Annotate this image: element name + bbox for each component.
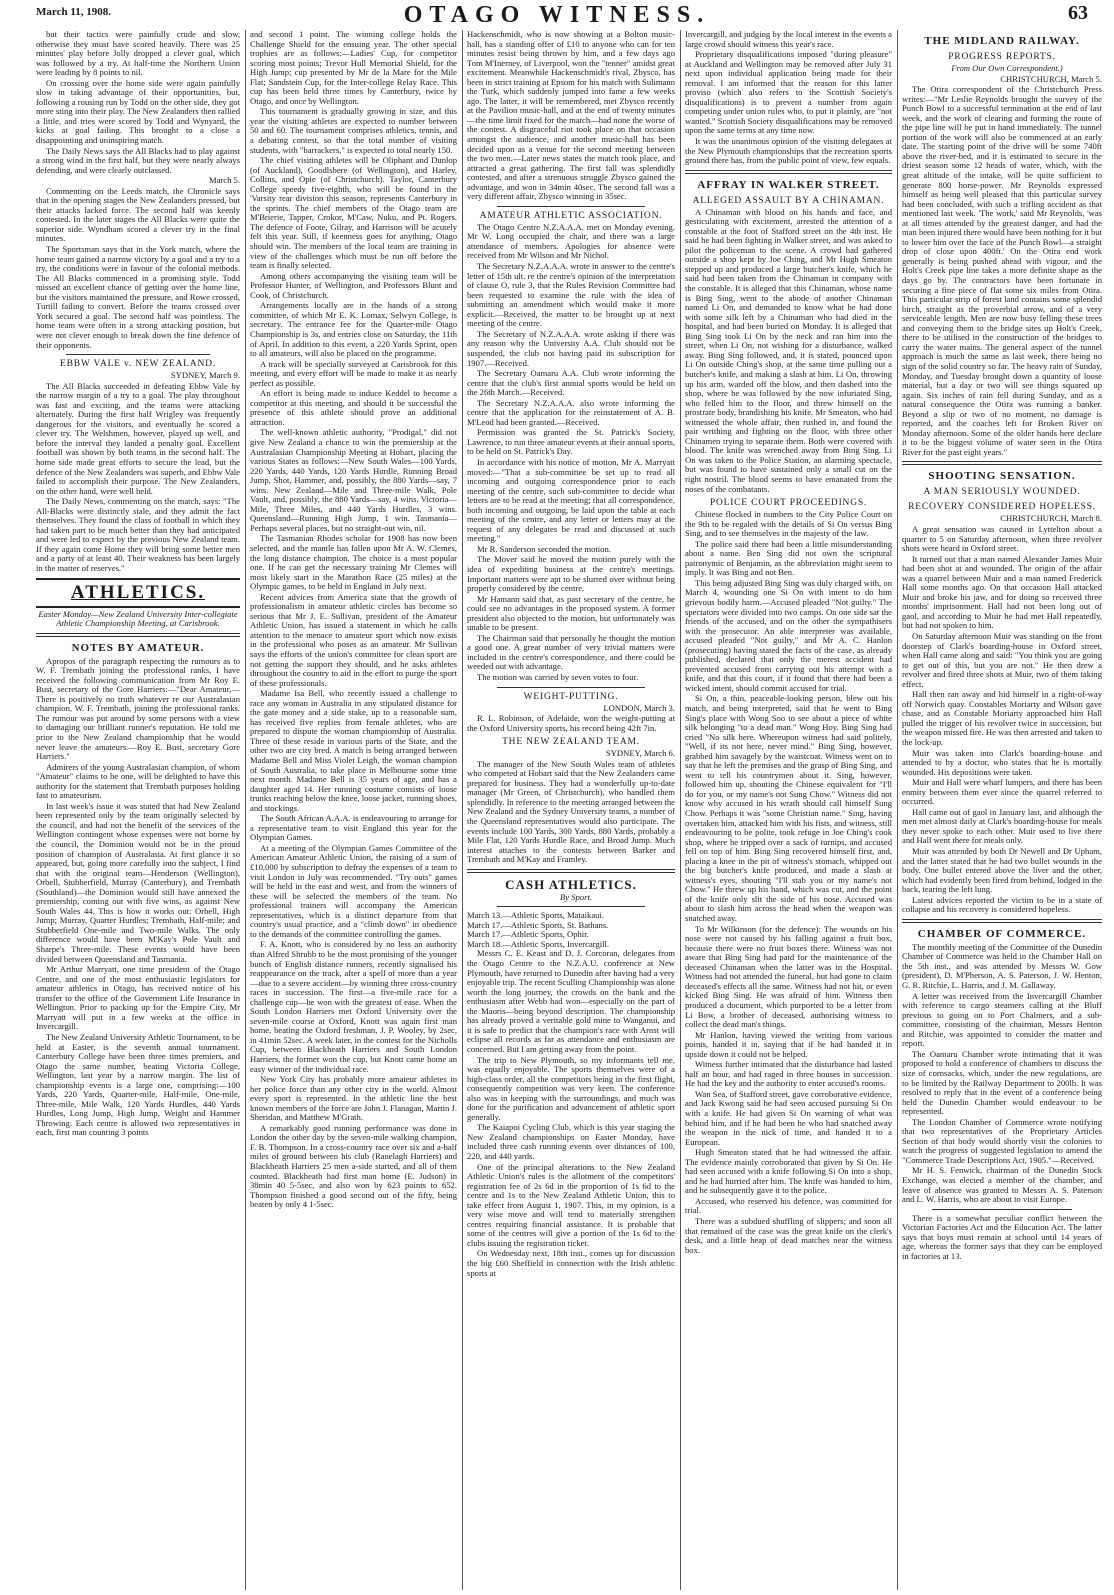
paragraph: A Chinaman with blood on his hands and face, and gesticulating with excitement, arrested the attention of a constable at the foot of Stafford street on the 4th inst. He said he had been fighting in Walker street, and was asked to pilot the policeman to the scene. A crowd had gathered outside a shop kept by Joe Ching, and Mr Hugh Smeaton stepped up and produced a large butcher's knife, which he said had been taken from the Chinaman in company with the constable. It is alleged that this Chinaman, whose name is Bing Sing, went to the abode of another Chinaman named Li On, and demanded to know what he had done with some silk left by a Chinaman who had died in the hospital, and had been buried on Monday. It is alleged that Bing Sing took Li On by the neck and ran him into the street, when Li On, not wishing for a disturbance, walked away. Bing Sing followed, and, it is stated, pounced upon Li On outside Ching's shop, at the same time pulling out a butcher's knife, and making a slash at him. Li On, throwing up his arm, warded off the blow, and then dashed into the shop, where he was followed by the now infuriated Sing, who felled him to the floor, and threw himself on the prostrate body, brandishing his knife. Mr Smeaton, who had witnessed the whole affair, then rushed in, and found the pair writhing and fighting on the floor, with three other Chinamen trying to separate them. Both were covered with blood. The knife was wrenched away from Bing Sing. Li On was taken to the Police Station, an alarming spectacle, but was found to have sustained only a small cut on the right nostril. The blood seems to have emanated from the noses of the combatants. — [685, 206, 892, 494]
separator — [497, 687, 645, 688]
byline: From Our Own Correspondent.) — [951, 63, 1063, 73]
paragraph: Permission was granted the St. Patrick's Society, Lawrence, to run three amateur events at their annual sports, to be held on St. Patrick's Day. — [467, 427, 675, 457]
paragraph: Apropos of the paragraph respecting the rumours as to W. F. Trembath joining the professional ranks, I have received the following communication from Mr Roy E. Bust, secretary of the Gore Harriers:—"Dear Amateur,—There is positively no truth whatever re our Australasian champion, W. F. Trembath, joining the professional ranks. The rumour was put around by some persons with a view to damaging our brilliant runner's reputation. He told me prior to the New Zealand championship that he would never leave the amateurs.—Roy E. Bust, secretary Gore Harriers." — [36, 655, 240, 762]
paragraph: Muir and Hall were wharf lumpers, and there has been enmity between them ever since the quarrel referred to occurred. — [902, 777, 1102, 807]
dateline: CHRISTCHURCH, March 8. — [1000, 513, 1102, 524]
paragraph: Admirers of the young Australasian champion, of whom "Amateur" claims to be one, will be delighted to have this authority for the statement that Trembath purposes holding fast to amateurism. — [36, 761, 240, 801]
paragraph: Among others accompanying the visiting team will be Professor Hunter, of Wellington, and Professors Blunt and Cook, of Christchurch. — [250, 270, 457, 300]
paragraph: To Mr Wilkinson (for the defence): The wounds on his nose were not caused by his falling against a fruit box, because there were no fruit boxes there. Witness was not aware that Bing Sing had paid for the maintenance of the deceased Chinaman when the latter was in the Hospital. Witness had not attended the funeral, but had gone to claim deceased's effects all the same. Witness had not hit, or even kicked Bing Sing. He was afraid of him. Witness then produced a document, which purported to be a letter from Li Bow, a brother of deceased, authorising witness to collect the dead man's things. — [685, 923, 892, 1030]
article-heading: WEIGHT-PUTTING. — [523, 691, 619, 702]
section-heading: ATHLETICS. — [36, 578, 240, 608]
paragraph: Muir was taken into Clark's boarding-house and attended to by a doctor, who states that he is mortally wounded. His depositions were taken. — [902, 747, 1102, 777]
article-heading: CASH ATHLETICS. — [505, 876, 637, 892]
paragraph: A letter was received from the Invercargill Chamber with reference to cargo steamers calling at the Bluff previous to going on to Port Chalmers, and a sub-committee, consisting of the chairman, Messrs Henton and Ritchie, was appointed to consider the matter and report. — [902, 990, 1102, 1049]
paragraph: An effort is being made to induce Keddel to become a competitor at this meeting, and should it be successful the presence of this athlete should prove an additional attraction. — [250, 388, 457, 427]
separator — [467, 869, 675, 873]
paragraph: The well-known athletic authority, "Prodigal," did not give New Zealand a chance to win the premiership at the Australasian Championship Meeting at Hobart, placing the various States as follows:—New South Wales—100 Yards, 220 Yards, 440 Yards, 120 Yards Hurdle, Running Broad Jump, Shot, Hammer, and, possibly, the 880 Yards—say, 7 wins. New Zealand—Mile and Three-mile Walk, Pole Vault, and, possibly, the 880 Yards—say, 4 wins. Victoria—Mile, Three Miles, and 440 Yards Hurdles, 3 wins. Queensland—Running High Jump, 1 win. Tasmania—Perhaps several places, but no straight-out win, nil. — [250, 427, 457, 533]
article-subheading: RECOVERY CONSIDERED HOPELESS. — [908, 502, 1096, 513]
article-heading: NOTES BY AMATEUR. — [71, 641, 205, 654]
paragraph: Mr R. Sanderson seconded the motion. — [477, 543, 611, 554]
dateline: March 5. — [208, 175, 240, 186]
paragraph: Proprietary disqualifications imposed "during pleasure" at Auckland and Wellington may be removed after July 31 next upon individual application being made for their removal. I am informed that the reason for this latter proviso (which also refers to the Scottish Society's disqualifications) is to prevent a number from again competing under union rules who, to put it plainly, are "not wanted." Scottish Society disqualifications may be removed upon the same terms at any time now. — [685, 49, 892, 136]
fixture-item: March 13.—Athletic Sports, Mataikaui. — [467, 910, 604, 921]
paragraph: The New Zealand University Athletic Tournament, to be held at Easter, is the seventh annual tournament. Canterbury College have been three times premiers, and Otago the same number, beating Victoria College, Wellington, last year by a narrow margin. The list of championship events is a large one, comprising:—100 Yards, 220 Yards, Quarter-mile, Half-mile, One-mile, Three-mile, Mile Walk, 120 Yards Hurdles, 440 Yards Hurdles, Long Jump, High Jump, Weight and Hammer Throwing. Each centre is allowed two representatives in each, first man counting 3 points — [36, 1031, 240, 1138]
issue-date: March 11, 1908. — [36, 6, 111, 18]
paragraph: Recent advices from America state that the growth of professionalism in amateur athletic circles has become so serious that Mr J. E. Sullivan, president of the Amateur Athletic Union, has issued a statement in which he calls attention to the menace to amateur sport which now exists in the professional who poses as an amateur. Mr Sullivan says the efforts of the union's committee for clean sport are not getting the support they should, and he asks athletes throughout the country to aid in the effort to purge the sport of these professionals. — [250, 591, 457, 688]
paragraph: It turned out that a man named Alexander James Muir had been shot at and wounded. The origin of the affair was a quarrel between Muir and a man named Frederick Hall some months ago. On that occasion Hall attacked Muir and broke his jaw, and for doing so received three months' imprisonment. Hall had not been long out of gaol, and according to Muir he had met Hall repeatedly, but had not spoken to him. — [902, 553, 1102, 631]
paragraph: It was the unanimous opinion of the visiting delegates at the New Plymouth championships that the recreation sports ground there has, from the public point of view, few equals. — [685, 136, 892, 166]
paragraph: A remarkably good running performance was done in London the other day by the seven-mile walking champion, F. B. Thompson. In a cross-country race over six and a-half miles of ground between his club (Ranelagh Harriers) and Blackheath Harriers 25 men a-side started, and all of them counted. Blackheath had first man home (E. Judson) in 38min 40 5-5sec, and also won by 623 points to 652. Thompson finished a good second out of the fifty, being beaten by only 4 1-5sec. — [250, 1122, 457, 1210]
paragraph: Hackenschmidt, who is now showing at a Bolton music-hall, has a standing offer of £10 to anyone who can for ten minutes resist being thrown by him, and a few days ago Tom M'Inerney, of Liverpool, won the "tenner" amidst great excitement. Meanwhile Hackenschmidt's rival, Zbysco, has been in strict training at Epsom for his match with Sulimann the Turk, which suddenly jumped into fame a few weeks ago. The latter, it will be remembered, met Zbysco recently at the Pavilion music-hall, and at the end of twenty minutes—the time limit fixed for the match—had none the worse of the contest. A disgraceful riot took place on that occasion amongst the audience, and another music-hall has been decided upon as a venue for the second meeting between the two men.—Later news states the match took place, and attracted a great gathering. The first fall was splendidly contested, and after a strenuous struggle Zbysco gained the advantage, and won in 34min 40sec. The second fall was a very different affair, Zbysco winning in 35sec. — [467, 30, 675, 202]
dateline: SYDNEY, March 6. — [605, 748, 675, 759]
fixture-item: March 17.—Athletic Sports, St. Bathans. — [467, 919, 609, 930]
paragraph: Muir was attended by both Dr Newell and Dr Upham, and the latter stated that he had two bullet wounds in the body. One bullet entered above the liver and the other, which had evidently been fired from behind, lodged in the back, tearing the left lung. — [902, 846, 1102, 895]
paragraph: Latest advices reported the victim to be in a state of collapse and his recovery is considered hopeless. — [902, 894, 1102, 915]
paragraph: The Daily News says the All Blacks had to play against a strong wind in the first half, but they were nearly always defending, and were clearly outclassed. — [36, 145, 240, 175]
separator — [902, 461, 1102, 465]
page-number: 63 — [1068, 2, 1088, 24]
article-heading: AMATEUR ATHLETIC ASSOCIATION. — [479, 210, 663, 221]
column-rule — [462, 30, 463, 1590]
paragraph: There is a somewhat peculiar conflict between the Victorian Factories Act and the Education Act. The latter says that boys must remain at school until 14 years of age, whereas the former says that they can be employed in factories at 13. — [902, 1212, 1102, 1261]
paragraph: There was a subdued shuffling of slippers; and soon all that remained of the case was the great knife on the clerk's desk, and a little heap of dead matches near the witness box. — [685, 1215, 892, 1255]
paragraph: Commenting on the Leeds match, the Chronicle says that in the opening stages the New Zealanders pressed, but their attacks lacked force. The second half was keenly contested. In the later stages the All Blacks were quite the superior side. Wyndham scored a clever try in the final minutes. — [36, 185, 240, 244]
paragraph: This being adjusted Bing Sing was duly charged with, on March 4, wounding one Si On with intent to do him grievous bodily harm.—Accused pleaded "Not guilty." The spectators were divided into two camps. On one side sat the friends of the accused, and on the other the sympathisers with the prosecutor. An able interpreter was available, accused pleaded "Not guilty," and Mr A. C. Hanlon (prosecuting) having stated the facts of the case, as already published, declared that only the merest accident had prevented accused from carrying out his attempt with a knife, and that this court, if it found that there had been a wicked intent, should commit accused for trial. — [685, 577, 892, 693]
paragraph: Arrangements locally are in the hands of a strong committee, of which Mr E. K. Lomax, Selwyn College, is secretary. The entrance fee for the Quarter-mile Otago Championship is 3s, and entries close on Saturday, the 11th of April. In addition to this event, a 220 Yards Sprint, open to all amateurs, will also be placed on the programme. — [250, 300, 457, 359]
paragraph: At a meeting of the Olympian Games Committee of the American Amateur Athletic Union, the raising of a sum of £10,000 by subscription to defray the expenses of a team to visit London in July was recommended. "Try outs" games will be held in the east and west, and from the winners of these will be selected the members of the team. No professional trainers will accompany the American representatives, which is a distinct departure from that country's usual practice, and a "climb down" in obedience to the demands of the committee controlling the games. — [250, 842, 457, 939]
paragraph: The South African A.A.A. is endeavouring to arrange for a representative team to visit England this year for the Olympian Games. — [250, 813, 457, 843]
dateline: LONDON, March 3. — [603, 702, 675, 713]
masthead — [0, 0, 1114, 30]
dateline: CHRISTCHURCH, March 5. — [1000, 73, 1102, 84]
fixture-item: March 17.—Athletic Sports, Ophir. — [467, 929, 589, 940]
article-heading: THE MIDLAND RAILWAY. — [924, 35, 1080, 47]
paragraph: In last week's issue it was stated that had New Zealand been represented only by the team originally selected by the council, and had not the benefit of the services of the Wellington contingent whose expenses were not borne by the council, the Dominion would not be in the proud position of champion of Australasia. At first glance it so appeared, but, going more carefully into the subject, I find that with the original team—Henderson (Wellington), Orbell, Stubberfield, Murray (Canterbury), and Trembath (Southland)—the Dominion would still have annexed the premiership, coming out with five wins, as against New South Wales 44. This is how it works out: Orbell, High Jump; Murray, Quarter Hurdles; Trembath, Half-mile; and Stubberfield One-mile and Two-mile Walks. The only difference would have been M'Kay's Pole Vault and Sharpe's Three-mile. These events would have been divided between Queensland and Tasmania. — [36, 800, 240, 964]
separator — [66, 354, 210, 355]
paragraph: The All Blacks succeeded in defeating Ebbw Vale by the narrow margin of a try to a goal. The play throughout was fast and exciting, and the teams were attacking alternately. During the first half Wrigley was frequently dangerous for the visitors, and eventually he scored a clever try. The Welshmen, however, played up well, and before the interval they landed a penalty goal. Excellent football was shown by both teams in the second half. The home side made great efforts to secure the lead, but the defence of the New Zealanders was superb, and Ebbw Vale failed to accomplish their purpose. The New Zealanders, on the other hand, were well held. — [36, 380, 240, 496]
paragraph: The monthly meeting of the Committee of the Dunedin Chamber of Commerce was held in the Chamber Hall on the 5th inst., and was attended by Messrs W. Gow (president), D. M'Pherson, A. S. Paterson, J. W. Henton, G. R. Ritchie, L. Harris, and J. M. Gallaway. — [902, 941, 1102, 991]
paragraph: On crossing over the home side were again painfully slow in taking advantage of their opportunities, but, following a rousing run by Todd on the other side, they got more sting into their play. The New Zealanders then rallied a little, and tries were scored by Todd and Wynyard, the kicks at goal failing. This brought to a close a disappointing and uninspiring match. — [36, 77, 240, 146]
column-5 — [902, 30, 1102, 1590]
column-rule — [245, 30, 246, 1590]
paragraph: The motion was carried by seven votes to four. — [477, 672, 639, 682]
separator — [36, 633, 240, 637]
paragraph: The Oamaru Chamber wrote intimating that it was proposed to hold a conference of chambers to discuss the size of cornsacks, which, under the new regulations, are to be limited by the Railway Department to 200lb. It was resolved to reply that in the event of a conference being held the Dunedin Chamber would endeavour to be represented. — [902, 1048, 1102, 1117]
paragraph: The Secretary Oamaru A.A. Club wrote informing the centre that the club's first annual sports would be held on the 26th March.—Received. — [467, 368, 675, 398]
newspaper-title: OTAGO WITNESS. — [403, 2, 711, 28]
separator — [902, 919, 1102, 923]
fixture-item: March 18.—Athletic Sports, Invercargill. — [467, 938, 610, 949]
paragraph: Mr H. S. Fenwick, chairman of the Dunedin Stock Exchange, was elected a member of the chamber, and leave of absence was granted to Messrs A. S. Paterson and L. W. Harris, who are about to visit Europe. — [902, 1165, 1102, 1205]
separator — [497, 906, 645, 907]
byline: By Sport. — [560, 891, 592, 902]
paragraph: The trip to New Plymouth, so my informants tell me, was equally enjoyable. The sports themselves were of a high-class order, all the competitors being in the first flight, consequently competition was very keen. The conference also was in keeping with the surroundings, and much was done for the purification and advancement of athletic sport generally. — [467, 1054, 675, 1122]
paragraph: Messrs C. E. Keast and D. J. Corcoran, delegates from the Otago Centre to the N.Z.A.U. conference at New Plymouth, have returned to Dunedin after having had a very enjoyable trip. The recent Sculling Championship was alone worth the long journey, the crowds on the bank and the enthusiasm after Webb had won—especially on the part of the Maoris—being beyond description. The championship has already proved a veritable gold mine to Wanganui, and it is safe to predict that the champion's race with Arnst will eclipse all records as far as attendance and enthusiasm are concerned. But I am getting away from the point. — [467, 948, 675, 1054]
paragraph: A great sensation was caused in Lyttelton about a quarter to 5 on Saturday afternoon, when three revolver shots were heard in Oxford street. — [902, 523, 1102, 554]
paragraph: Mr Hanlon, having viewed the writing from various points, handed it in, saying that if he had handed it in upside down it could not be helped. — [685, 1029, 892, 1059]
paragraph: Invercargill, and judging by the local interest in the events a large crowd should witness this year's race. — [685, 30, 892, 49]
paragraph: Wan Sea, of Stafford street, gave corroborative evidence, and Jack Kwong said he had seen accused pursuing Si On with a knife. He had given Si On warning of what was behind him, and if he had been he who had snatched away the weapon in the nick of time, and handed it to a European. — [685, 1088, 892, 1147]
paragraph: The Tasmanian Rhodes scholar for 1908 has now been selected, and the mantle has fallen upon Mr A. W. Clemes, the long distance champion. The choice is a most popular one. If he can get the necessary training Mr Clemes will most likely start in the Marathon Race (25 miles) at the Olympic games, to be held in England in July next. — [250, 533, 457, 592]
column-4 — [685, 30, 892, 1590]
paragraph: The Secretary N.Z.A.A.A. also wrote informing the centre that the application for the reinstatement of A. B. M'Leod had been granted.—Received. — [467, 397, 675, 427]
separator — [685, 170, 892, 174]
paragraph: The Otira correspondent of the Christchurch Press writes:—"Mr Leslie Reynolds brought the survey of the Punch Bowl to a successful termination at the end of last week, and the work of clearing and forming the route of the pipe line will be put in hand immediately. The tunnel portion of the work will also be commenced at an early date. The starting point of the drive will be some 740ft above the river-bed, and it is estimated to secure in the driest season some 12 heads of water, which, with the great altitude of the intake, will be quite sufficient to generate 800 horse-power. Mr Reynolds expressed himself as being well pleased that this particular survey had been concluded, with such a trifling accident as that mentioned last week. 'The work,' said Mr Reynolds, 'was at all times attended by the greatest danger, and had the man been injured there would have been nothing for it but to lower him over the face of the Punch Bowl—a straight drop of close upon 400ft.' On the Otira end work generally is being pushed ahead with vigour, and the Holt's Creek pipe line takes a more definite shape as the days go by. The contractors have been fortunate in securing a fine piece of flat some six miles from Otira. This particular strip of forest land contains some splendid birch, straight as the proverbial arrow, and of a very serviceable length. Men are now busy felling these trees and conveying them to the bridge sites up Holt's Creek, there to be utilised in the construction of the bridges to carry the water mains. The general aspect of the tunnel approach is much the same as last week, there being no sign of the solid country so far. The heavy rain of Sunday, Monday, and Tuesday brought down a quantity of loose material, but a day or two will see things squared up again. Six inches of rain fell during Sunday, and as a natural consequence the Otira was running a banker. Beyond a slip or two of no moment, no damage is reported, and the coaches left for Broken River on Monday afternoon. Some of the older hands here declare it to be the biggest volume of water seen in the Otira River for the past eight years." — [902, 84, 1102, 457]
paragraph: Madame Isa Bell, who recently issued a challenge to race any woman in Australia in any stipulated distance for the gate money and a side stake, up to a reasonable sum, has received five replies from female athletes, who are prepared to dispute the woman championship of Australia. Three of these reside in various parts of the State, and the other two are city bred. A match is being arranged between Madame Bell and Miss Violet Leigh, the woman champion of South Australia, to take place in Melbourne some time next month. Madame Bell is 35 years of age, and has a daughter aged 14. Her running costume consists of loose trunks reaching below the knee, loose jacket, running shoes, and stockings. — [250, 688, 457, 813]
article-subheading: PROGRESS REPORTS. — [948, 52, 1056, 62]
article-subheading: ALLEGED ASSAULT BY A CHINAMAN. — [692, 195, 885, 206]
paragraph: Mr Arthur Marryatt, one time president of the Otago Centre, and one of the most enthusiastic legislators for amateur athletics in Otago, has received notice of his transfer to the office of the Government Life Insurance in Wellington. Prior to packing up for the Empire City, Mr Marryatt will put in a few weeks at the office in Invercargill. — [36, 964, 240, 1032]
section-subheading: Easter Monday—New Zealand University Inter-collegiate Athletic Championship Meeting, at Carisbrook. — [38, 608, 238, 629]
paragraph: The Chairman said that personally he thought the motion a good one. A great number of very trivial matters were included in the centre's correspondence, and there could be weeded out with advantage. — [467, 632, 675, 672]
paragraph: R. L. Robinson, of Adelaide, won the weight-putting at the Oxford University sports, his record being 42ft 7in. — [467, 713, 675, 733]
paragraph: The chief visiting athletes will be Oliphant and Dunlop (of Auckland), Goodlsbere (of Wellington), and Harley, Collins, and Opie (of Christchurch). Taylor, Canterbury College speedy five-eighth, who will be found in the 'Varsity rear division this season, represents Canterbury in the sprints. The chief members of the Otago team are M'Brierie, Tapper, Crokor, M'Caw, Nuku, and Pt. Rogers. The defence of Foote, Gilray, and Harrison will be acutely felt this year. Still, if keenness goes for anything, Otago should win. The members of the local team are training in view of the challenges which must be run off before the team is finally selected. — [250, 155, 457, 271]
separator — [932, 1209, 1072, 1210]
column-3 — [467, 30, 675, 1590]
paragraph: In accordance with his notice of motion, Mr A. Marryatt moved:—"That a sub-committee be set up to read all incoming and outgoing correspondence prior to each meeting of the centre, such sub-committee to decide what letters are to be read at the meeting; that all correspondence, both incoming and outgoing, be laid upon the table at each meeting of the centre, and any letter or letters may at the request of any delegates be read and discussed at such meeting." — [467, 456, 675, 544]
paragraph: Accused, who reserved his defence, was committed for trial. — [685, 1195, 892, 1216]
paragraph: The Sportsman says that in the York match, where the home team gained a narrow victory by a goal and a try to a try, the conditions were in favour of the colonial methods. The All Blacks commenced in a promising style. Todd missed an excellent chance of getting over the home line, but the visitors maintained the pressure, and Rowe crossed, Turtill failing to convert. Before the teams crossed over York secured a goal. The second half was pointless. The home team were often in a strong attacking position, but were not clever enough to break down the fine defence of their opponents. — [36, 244, 240, 350]
article-heading: AFFRAY IN WALKER STREET. — [697, 178, 880, 191]
paragraph: The manager of the New South Wales team of athletes who competed at Hobart said that the New Zealanders came prepared for business. They had a wonderfully up-to-date manager (Mr Green, of Christchurch), who handled them splendidly. In reference to the meeting arranged between the New Zealand and the Sydney University teams, a number of the Queensland representatives would also participate. The events include 100 Yards, 300 Yards, 880 Yards, probably a Mile Flat, 120 Yards Hurdle Race, and Broad Jump. Much interest attaches to the contests between Barker and Trembath and M'Kay and Framley. — [467, 758, 675, 865]
paragraph: Si On, a thin, peaceable-looking person, blew out his match, and being interpreted, said that he went to Bing Sing's place with Wong Soo to see about a piece of white silk belonging "to a dead man." Wong Hoy. Bing Sing had cried "No silk here. Whereupon witness had said politely, "Well, if its not here, never mind." Bing Sing, however, grabbed him savagely by the waistcoat. Witness went on to say that he left the premises and the grasp of Bing Sing, and went to tell his countrymen about it. Sing, however, followed him up, shouting the Chinese equivalent for "I'll do for you, or my name's not Sung Chow." Witness did not know why accused in his wrath should call himself Sung Chow. Perhaps it was "some Christian name." Sing, having overtaken him, attacked him with his fists, and witness, still endeavouring to be polite, took refuge in Joe Ching's cook shop, where he tripped over a sack of turnips, and accused fell on top of him. Bing Sing recovered himself first, and, placing a knee in the pit of witness's stomach, whipped out the big butcher's knife produced, and made a slash at witness's eyes, shouting "I'll stab you or my name's not Chow." He threw up his hand, which was cut, and the point of the knife only slit the side of his nose. Accused was about to slash him across the head when the weapon was snatched away. — [685, 693, 892, 924]
paragraph: and second 1 point. The winning college holds the Challenge Shield for the ensuing year. The other special trophies are as follows:—Ladies' Cup, for competitor scoring most points; Trevor Hull Memorial Shield, for the High Jump; cup presented by Mr de la Mare for the Mile Flat; Sandstein Cup, for the Inter-college Relay Race. This cup has been held three times by Canterbury, twice by Otago, and once by Wellington. — [250, 30, 457, 106]
article-heading: CHAMBER OF COMMERCE. — [917, 927, 1087, 940]
dateline: SYDNEY, March 9. — [170, 370, 240, 381]
paragraph: The Mover said he moved the motion purely with the idea of expediting business at the centre's meetings. Important matters were apt to be slurred over without being properly considered by the centre. — [467, 554, 675, 594]
paragraph: Hall then ran away and hid himself in a right-of-way off Norwich quay. Constables Moriarty and Wilson gave chase, and as Constable Moriarty approached him Hall pulled the trigger of his revolver twice in succession, but the weapon missed fire. He was then arrested and taken to the lock-up. — [902, 689, 1102, 747]
column-1 — [36, 30, 240, 1590]
column-rule — [897, 30, 898, 1590]
paragraph: Hall came out of gaol in January last, and although the men met almost daily at Clark's boarding-house for meals they never spoke to each other. Muir used to live there and Hall went there for meals only. — [902, 806, 1102, 846]
paragraph: but their tactics were painfully crude and slow, otherwise they must have scored heavily. There was 25 minutes' play before Jolly dropped a clever goal, which was followed by a try. At half-time the Northern Union were leading by 8 points to nil. — [36, 30, 240, 78]
article-heading: THE NEW ZEALAND TEAM. — [502, 737, 640, 748]
article-subheading: POLICE COURT PROCEEDINGS. — [709, 498, 868, 509]
paragraph: The Daily News, commenting on the match, says: "The All-Blacks were distinctly stale, and they admit the fact themselves. They found the class of football in which they had taken part to be much better than they had anticipated and were led to expect by the previous New Zealand team. If they again come Home they will bring some better men and a party of at least 40. Their weakness has been largely in the matter of reserves." — [36, 496, 240, 573]
column-2 — [250, 30, 457, 1590]
paragraph: Mr Hamann said that, as past secretary of the centre, he could see no advantages in the proposed system. A former president also objected to the motion, but unfortunately was unable to be present. — [467, 593, 675, 633]
paragraph: A track will be specially surveyed at Carisbrook for this meeting, and every effort will be made to make it as nearly perfect as possible. — [250, 358, 457, 388]
paragraph: F. A. Knott, who is considered by no less an authority than Alfred Shrubb to be the most promising of the younger bunch of English distance runners, recently signalised his reappearance on the track, after a spell of more than a year—due to a severe accident—by winning three cross-country races in succession. The first—a five-mile race for a challenge cup—he won with the greatest of ease. When the South London Harriers met Oxford University over the seven-mile course at Oxford, Knott was again first man home, beating the Oxford freshman, J. P. Wooley, by 2sec, in 41min 52sec. A week later, in the contest for the Nicholls Cup, between Blackheath Harriers and South London Harriers, the former won the cup, but Knott came home an easy winner of the individual race. — [250, 939, 457, 1074]
column-rule — [680, 30, 681, 1590]
paragraph: The London Chamber of Commerce wrote notifying that two representatives of the Proprietary Articles Section of that body would shortly visit the colonies to watch the progress of suggested legislation to amend the "Commerce Trade Descriptions Act, 1905."—Received. — [902, 1116, 1102, 1165]
paragraph: The Secretary N.Z.A.A.A. wrote in answer to the centre's letter of 15th ult. re the centre's opinion of the interpretation of clause O, rule 3, that the Rules Revision Committee had been requested to examine the rule with the idea of submitting an amendment which would make it more explicit.—Received, the matter to be brought up at next meeting of the centre. — [467, 261, 675, 329]
paragraph: On Saturday afternoon Muir was standing on the front doorstep of Clark's boarding-house in Oxford street, when Hall came along and said: "You think you are going to get out of this, but you are not." He then drew a revolver and fired three shots at Muir, two of them taking effect. — [902, 630, 1102, 689]
paragraph: New York City has probably more amateur athletes in her police force than any other city in the world. Almost every sport is represented. In the athletic line the best known members of the force are John J. Flanagan, Martin J. Sheridan, and Matthew M'Grath. — [250, 1074, 457, 1123]
paragraph: One of the principal alterations to the New Zealand Athletic Union's rules is the allotment of the competitors' registration fee of 2s 6d in the proportion of 1s 6d to the centre and 1s to the New Zealand Athletic Union, this to take effect from August 1, 1907. This, in my opinion, is a very wise move and will tend to materially strengthen centres requiring financial assistance. It is probable that some of the centres will give a portion of the 1s 6d to the clubs issuing the registration ticket. — [467, 1161, 675, 1248]
paragraph: On Wednesday next, 18th inst., comes up for discussion the big £60 Sheffield in connection with the Irish athletic sports at — [467, 1248, 675, 1278]
paragraph: Chinese flocked in numbers to the City Police Court on the 9th to be regaled with the details of Si On versus Bing Sing, and to see themselves in the majesty of the law. — [685, 509, 892, 539]
paragraph: The police said there had been a little misunderstanding about a name. Ben Sing did not own the scriptural patronymic of Benjamin, as the abbreviation might seem to imply. It was Bing and not Ben. — [685, 538, 892, 578]
paragraph: The Otago Centre N.Z.A.A.A. met on Monday evening. Mr W. Long occupied the chair, and there was a large attendance of members. Apologies for absence were received from Mr Wilson and Mr Nichol. — [467, 221, 675, 261]
separator — [497, 206, 645, 207]
article-subheading: A MAN SERIOUSLY WOUNDED. — [923, 487, 1081, 498]
paragraph: Hugh Smeaton stated that he had witnessed the affair. The evidence mainly corroborated that given by Si On. He had seen accused with a knife following Si On into a shop, and he had hurried after him. The knife was handed to him, and he subsequently gave it to the police. — [685, 1147, 892, 1196]
paragraph: The Secretary of N.Z.A.A.A. wrote asking if there was any reason why the University A.A. Club should not be suspended, the club not having paid its subscription for 1907.—Received. — [467, 328, 675, 368]
article-heading: EBBW VALE v. NEW ZEALAND. — [60, 359, 216, 370]
article-heading: SHOOTING SENSATION. — [928, 470, 1076, 483]
paragraph: This tournament is gradually growing in size, and this year the visiting athletes are expected to number between 50 and 60. The tournament comprises athletics, tennis, and a debating contest, so that the total number of visiting students, with "barrackers," is expected to total nearly 150. — [250, 106, 457, 155]
paragraph: Witness further intimated that the disturbance had lasted half an hour, and had raged in three houses in succession. He had the key and the authority to enter accused's rooms. — [685, 1059, 892, 1089]
paragraph: The Kaiapoi Cycling Club, which is this year staging the New Zealand championships on Easter Monday, have included three cash running events over distances of 100, 220, and 440 yards. — [467, 1122, 675, 1161]
